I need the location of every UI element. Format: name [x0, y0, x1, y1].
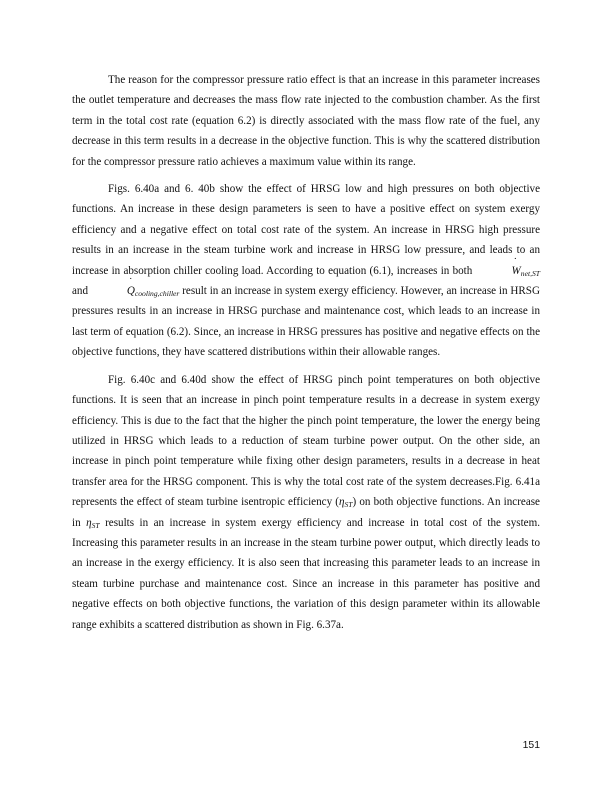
chiller-cooling-load-symbol: [91, 285, 180, 297]
q-dot-symbol: ˙ Q: [91, 281, 135, 301]
paragraph-pinch-point-text-2: ) on both objective functions. An increase in: [72, 496, 540, 529]
eta-subscript-1: ST: [344, 500, 353, 510]
eta-st-symbol-2: [86, 517, 100, 529]
paragraph-hrsg-pressures-text-1: Figs. 6.40a and 6. 40b show the effect of HRSG low and high pressures on both objective functions. An increase in these design parameters is seen to have a positive effect on system exergy efficiency and a negative effect on total cost rate of the system. An increase in HRSG high pressure results in an increase in the steam turbine work and increase in HRSG low pressure, and leads to an increase in absorption chiller cooling load. According to equation (6.1), increases in both: [72, 183, 540, 277]
page-number: 151: [522, 740, 540, 751]
eta-symbol-1: η: [338, 496, 345, 509]
paragraph-hrsg-pressures: [72, 179, 540, 363]
eta-st-symbol-1: [339, 496, 353, 508]
paragraph-hrsg-pressures-and: and: [72, 285, 91, 298]
q-subscript: cooling,chiller: [134, 289, 180, 299]
document-body: [72, 70, 540, 642]
paragraph-hrsg-pressures-text-2: result in an increase in system exergy efficiency. However, an increase in HRSG pressures results in an increase in HRSG purchase and maintenance cost, which leads to an increase in last term of equation (6.2). Since, an increase in HRSG pressures has positive and negative effects on the objective functions, they have scattered distributions within their allowable ranges.: [72, 285, 540, 359]
paragraph-pinch-point-text-3: results in an increase in system exergy efficiency and increase in total cost of the system. Increasing this parameter results in an increase in the steam turbine power output, which directly leads to an increase in the exergy efficiency. It is also seen that increasing this parameter leads to an increase in steam turbine purchase and maintenance cost. Since an increase in this parameter has positive and negative effects on both objective functions, the variation of this design parameter within its allowable range exhibits a scattered distribution as shown in Fig. 6.37a.: [72, 516, 540, 631]
w-subscript: net,ST: [520, 268, 540, 278]
w-dot-symbol: ˙ W: [476, 261, 521, 281]
eta-symbol-2: η: [86, 516, 92, 529]
eta-subscript-2: ST: [91, 520, 100, 530]
net-steam-turbine-work-symbol: [476, 265, 540, 277]
paragraph-compressor-pressure-ratio: The reason for the compressor pressure ratio effect is that an increase in this parameter increases the outlet temperature and decreases the mass flow rate injected to the combustion chamber. As the first term in the total cost rate (equation 6.2) is directly associated with the mass flow rate of the fuel, any decrease in this term results in a decrease in the objective function. This is why the scattered distribution for the compressor pressure ratio achieves a maximum value within its range.: [72, 74, 540, 168]
paragraph-pinch-point-text-1: Fig. 6.40c and 6.40d show the effect of HRSG pinch point temperatures on both objective functions. It is seen that an increase in pinch point temperature results in a decrease in system exergy efficiency. This is due to the fact that the higher the pinch point temperature, the lower the energy being utilized in HRSG which leads to a reduction of steam turbine power output. On the other side, an increase in pinch point temperature while fixing other design parameters, results in a decrease in heat transfer area for the HRSG component. This is why the total cost rate of the system decreases.Fig. 6.41a represents the effect of steam turbine isentropic efficiency (: [72, 373, 540, 509]
paragraph-pinch-point-and-isentropic-efficiency: [72, 370, 540, 635]
